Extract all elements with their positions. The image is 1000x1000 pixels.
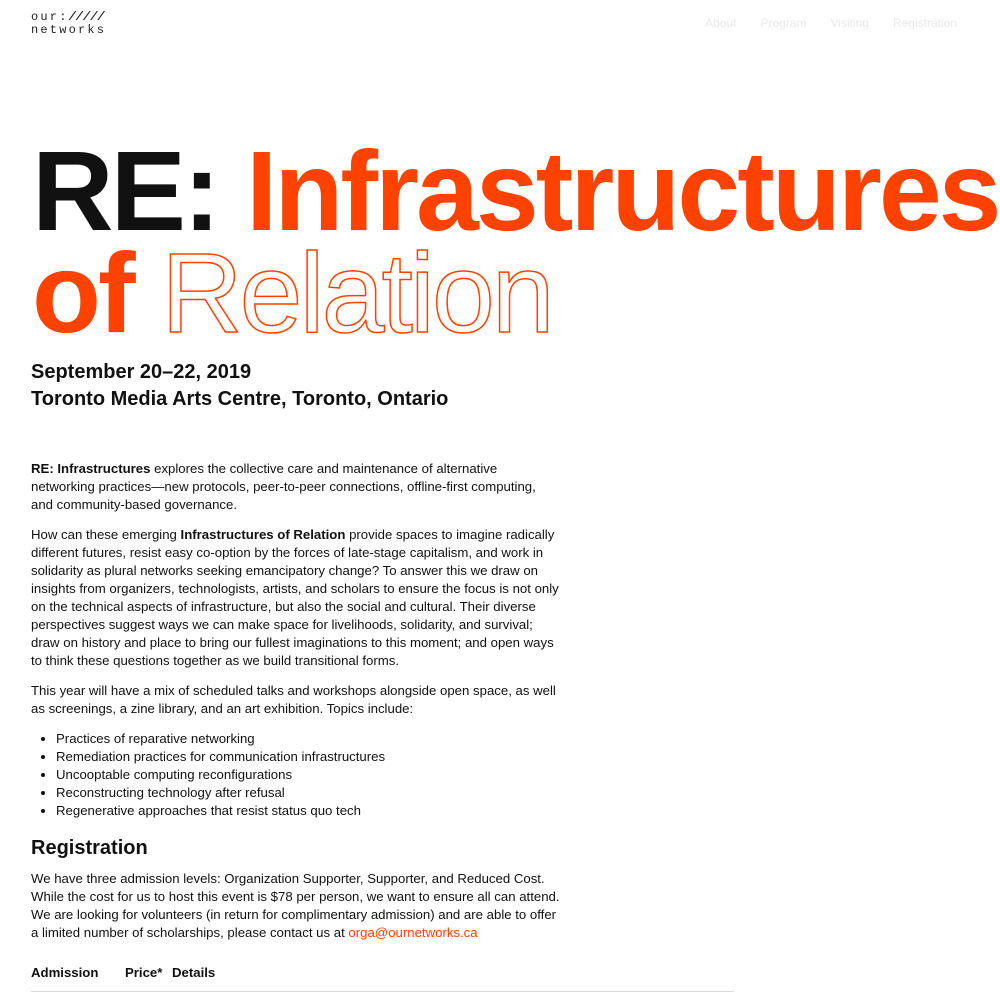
event-venue: Toronto Media Arts Centre, Toronto, Ontario xyxy=(31,388,449,410)
registration-paragraph xyxy=(31,870,561,942)
intro-bold: RE: Infrastructures xyxy=(31,461,151,476)
hero-title xyxy=(32,128,999,356)
topics-list xyxy=(56,730,561,820)
nav-program[interactable]: Program xyxy=(760,16,807,30)
hero-infrastructures: Infrastructures xyxy=(246,128,999,254)
nav-visiting[interactable]: Visiting xyxy=(830,16,869,30)
event-date: September 20–22, 2019 xyxy=(31,361,252,383)
nav-registration[interactable]: Registration xyxy=(892,16,957,30)
intro-text: explores the collective care and maintenance of alternative networking practices—new protocols, peer-to-peer connections, offline-first computing, and community-based governance. xyxy=(31,461,536,512)
topic-item: • Practices of reparative networking xyxy=(56,730,561,748)
topic-item: • Remediation practices for communication infrastructures xyxy=(56,748,561,766)
topic-item: • Uncooptable computing reconfigurations xyxy=(56,766,561,784)
nav-about[interactable]: About xyxy=(705,16,737,30)
hero-relation: Relation xyxy=(161,230,552,356)
topic-item: • Regenerative approaches that resist status quo tech xyxy=(56,802,561,820)
top-nav xyxy=(705,16,957,30)
event-meta xyxy=(31,359,448,413)
registration-heading: Registration xyxy=(31,837,148,859)
question-paragraph xyxy=(31,526,561,670)
logo-line1: our: xyxy=(31,10,69,24)
admission-table-header xyxy=(31,965,734,992)
hero-of: of xyxy=(32,230,133,356)
main-content xyxy=(31,460,561,954)
col-admission: Admission xyxy=(31,965,99,980)
question-bold: Infrastructures of Relation xyxy=(180,527,346,542)
logo-line2: networks xyxy=(31,23,107,37)
intro-paragraph xyxy=(31,460,561,514)
site-logo[interactable] xyxy=(31,11,106,37)
registration-email-link[interactable]: orga@ournetworks.ca xyxy=(348,925,478,940)
hero-re: RE: xyxy=(32,128,218,254)
col-price: Price* xyxy=(125,965,163,980)
year-paragraph: This year will have a mix of scheduled talks and workshops alongside open space, as well as screenings, a zine library, and an art exhibition. Topics include: xyxy=(31,683,556,716)
question-pre: How can these emerging xyxy=(31,527,181,542)
col-details: Details xyxy=(172,965,216,980)
logo-slashes: ///// xyxy=(68,10,105,24)
question-post: provide spaces to imagine radically different futures, resist easy co-option by the forces of late-stage capitalism, and work in solidarity as plural networks seeking emancipatory change? To answer this we draw on insights from organizers, technologists, artists, and scholars to ensure the focus is not only on the technical aspects of infrastructure, but also the social and cultural. Their diverse perspectives suggest ways we can make space for livelihoods, solidarity, and survival; draw on history and place to bring our fullest imaginations to this moment; and open ways to think these questions together as we build transitional forms. xyxy=(31,527,559,668)
topic-item: • Reconstructing technology after refusal xyxy=(56,784,561,802)
registration-text: We have three admission levels: Organization Supporter, Supporter, and Reduced Cost. While the cost for us to host this event is $78 per person, we want to ensure all can attend. We are looking for volunteers (in return for complimentary admission) and are able to offer a limited number of scholarships, please contact us at xyxy=(31,871,560,940)
